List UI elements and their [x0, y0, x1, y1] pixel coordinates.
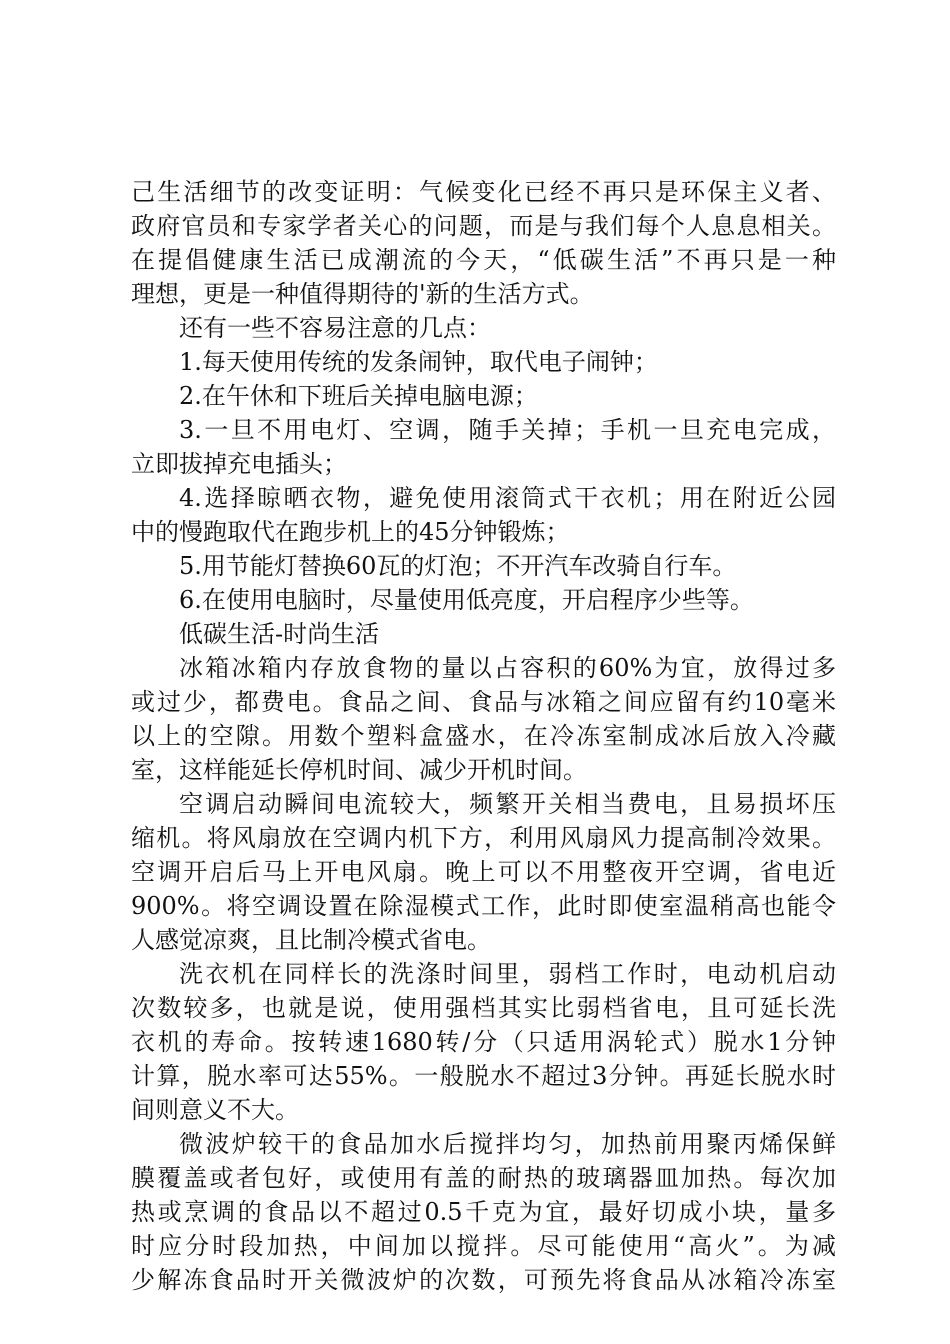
- text-line: 人感觉凉爽，且比制冷模式省电。: [131, 926, 491, 954]
- section-heading: 低碳生活-时尚生活: [179, 620, 380, 648]
- text-line: 3.一旦不用电灯、空调，随手关掉；手机一旦充电完成，: [179, 416, 836, 444]
- text-line: 4.选择晾晒衣物，避免使用滚筒式干衣机；用在附近公园: [179, 484, 836, 512]
- text-line: 洗衣机在同样长的洗涤时间里，弱档工作时，电动机启动: [179, 960, 836, 988]
- text-line: 己生活细节的改变证明：气候变化已经不再只是环保主义者、: [131, 178, 836, 206]
- text-line: 冰箱冰箱内存放食物的量以占容积的60%为宜，放得过多: [179, 654, 836, 682]
- text-line: 立即拔掉充电插头；: [131, 450, 347, 478]
- text-line: 热或烹调的食品以不超过0.5千克为宜，最好切成小块，量多: [131, 1198, 836, 1226]
- text-line: 以上的空隙。用数个塑料盒盛水，在冷冻室制成冰后放入冷藏: [131, 722, 836, 750]
- text-line: 缩机。将风扇放在空调内机下方，利用风扇风力提高制冷效果。: [131, 824, 836, 852]
- text-line: 理想，更是一种值得期待的'新的生活方式。: [131, 280, 594, 308]
- text-line: 膜覆盖或者包好，或使用有盖的耐热的玻璃器皿加热。每次加: [131, 1164, 836, 1192]
- text-line: 衣机的寿命。按转速1680转/分（只适用涡轮式）脱水1分钟: [131, 1028, 836, 1056]
- text-line: 中的慢跑取代在跑步机上的45分钟锻炼；: [131, 518, 570, 546]
- text-line: 微波炉较干的食品加水后搅拌均匀，加热前用聚丙烯保鲜: [179, 1130, 836, 1158]
- text-line: 900%。将空调设置在除湿模式工作，此时即使室温稍高也能令: [131, 892, 836, 920]
- text-line: 1.每天使用传统的发条闹钟，取代电子闹钟；: [179, 348, 658, 376]
- text-line: 次数较多，也就是说，使用强档其实比弱档省电，且可延长洗: [131, 994, 836, 1022]
- text-line: 在提倡健康生活已成潮流的今天，“低碳生活”不再只是一种: [131, 246, 836, 274]
- text-line: 政府官员和专家学者关心的问题，而是与我们每个人息息相关。: [131, 212, 836, 240]
- text-line: 5.用节能灯替换60瓦的灯泡；不开汽车改骑自行车。: [179, 552, 737, 580]
- text-line: 2.在午休和下班后关掉电脑电源；: [179, 382, 538, 410]
- text-line: 少解冻食品时开关微波炉的次数，可预先将食品从冰箱冷冻室: [131, 1266, 836, 1294]
- text-line: 空调开启后马上开电风扇。晚上可以不用整夜开空调，省电近: [131, 858, 836, 886]
- text-line: 时应分时段加热，中间加以搅拌。尽可能使用“高火”。为减: [131, 1232, 836, 1260]
- text-line: 计算，脱水率可达55%。一般脱水不超过3分钟。再延长脱水时: [131, 1062, 836, 1090]
- text-line: 室，这样能延长停机时间、减少开机时间。: [131, 756, 587, 784]
- text-line: 空调启动瞬间电流较大，频繁开关相当费电，且易损坏压: [179, 790, 836, 818]
- text-line: 间则意义不大。: [131, 1096, 299, 1124]
- text-line: 6.在使用电脑时，尽量使用低亮度，开启程序少些等。: [179, 586, 754, 614]
- text-line: 或过少，都费电。食品之间、食品与冰箱之间应留有约10毫米: [131, 688, 836, 716]
- text-line: 还有一些不容易注意的几点：: [179, 314, 491, 342]
